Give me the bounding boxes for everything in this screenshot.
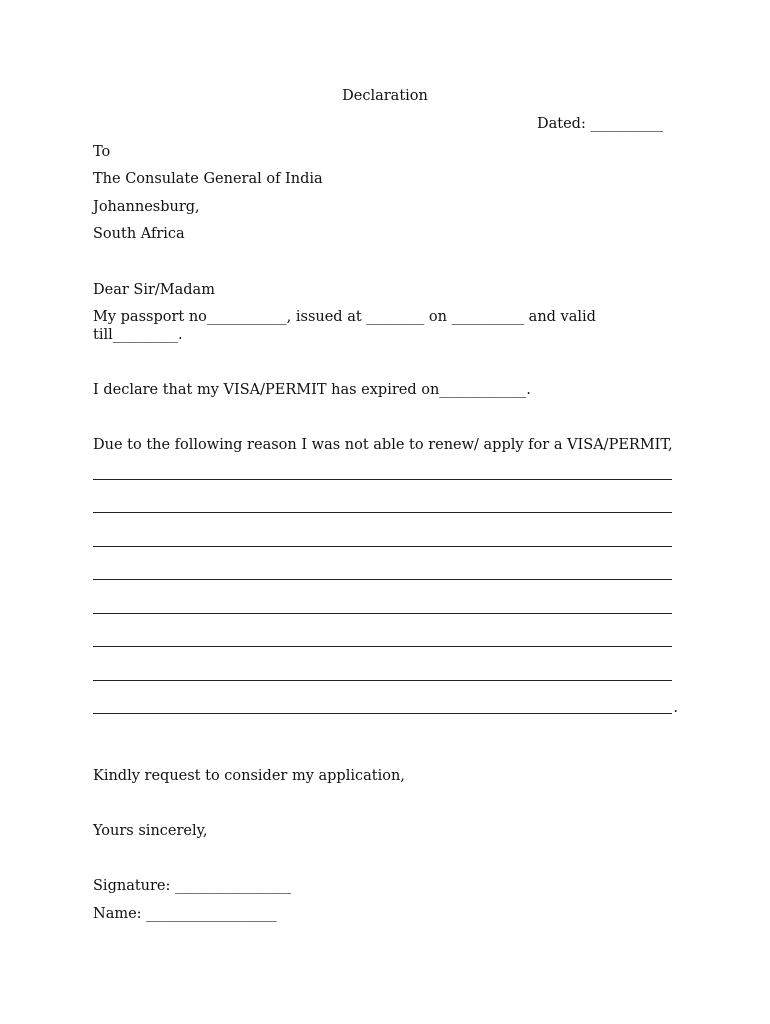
to-label: To (93, 144, 111, 160)
passport-line-1: My passport no___________, issued at ________ on __________ and valid (93, 309, 596, 325)
dated-field: Dated: __________ (537, 116, 663, 132)
signature-field: Signature: ________________ (93, 878, 292, 894)
name-field: Name: __________________ (93, 906, 277, 922)
address-line-city: Johannesburg, (93, 199, 200, 215)
reason-blank-line (93, 496, 672, 514)
address-line-country: South Africa (93, 226, 185, 242)
reason-final-period: . (673, 700, 678, 716)
salutation: Dear Sir/Madam (93, 282, 215, 298)
passport-line-2: till_________. (93, 327, 183, 343)
address-line-consulate: The Consulate General of India (93, 171, 323, 187)
reason-blank-line (93, 630, 672, 648)
reason-intro: Due to the following reason I was not able to renew/ apply for a VISA/PERMIT, (93, 437, 673, 453)
reason-blank-line (93, 664, 672, 682)
request-statement: Kindly request to consider my application, (93, 768, 405, 784)
reason-blank-line (93, 463, 672, 481)
reason-blank-line (93, 597, 672, 615)
document-title: Declaration (342, 88, 428, 104)
visa-expired-statement: I declare that my VISA/PERMIT has expired on____________. (93, 382, 531, 398)
reason-blank-line (93, 530, 672, 548)
reason-blank-line (93, 563, 672, 581)
reason-blank-line-last (93, 697, 678, 716)
closing: Yours sincerely, (93, 823, 208, 839)
